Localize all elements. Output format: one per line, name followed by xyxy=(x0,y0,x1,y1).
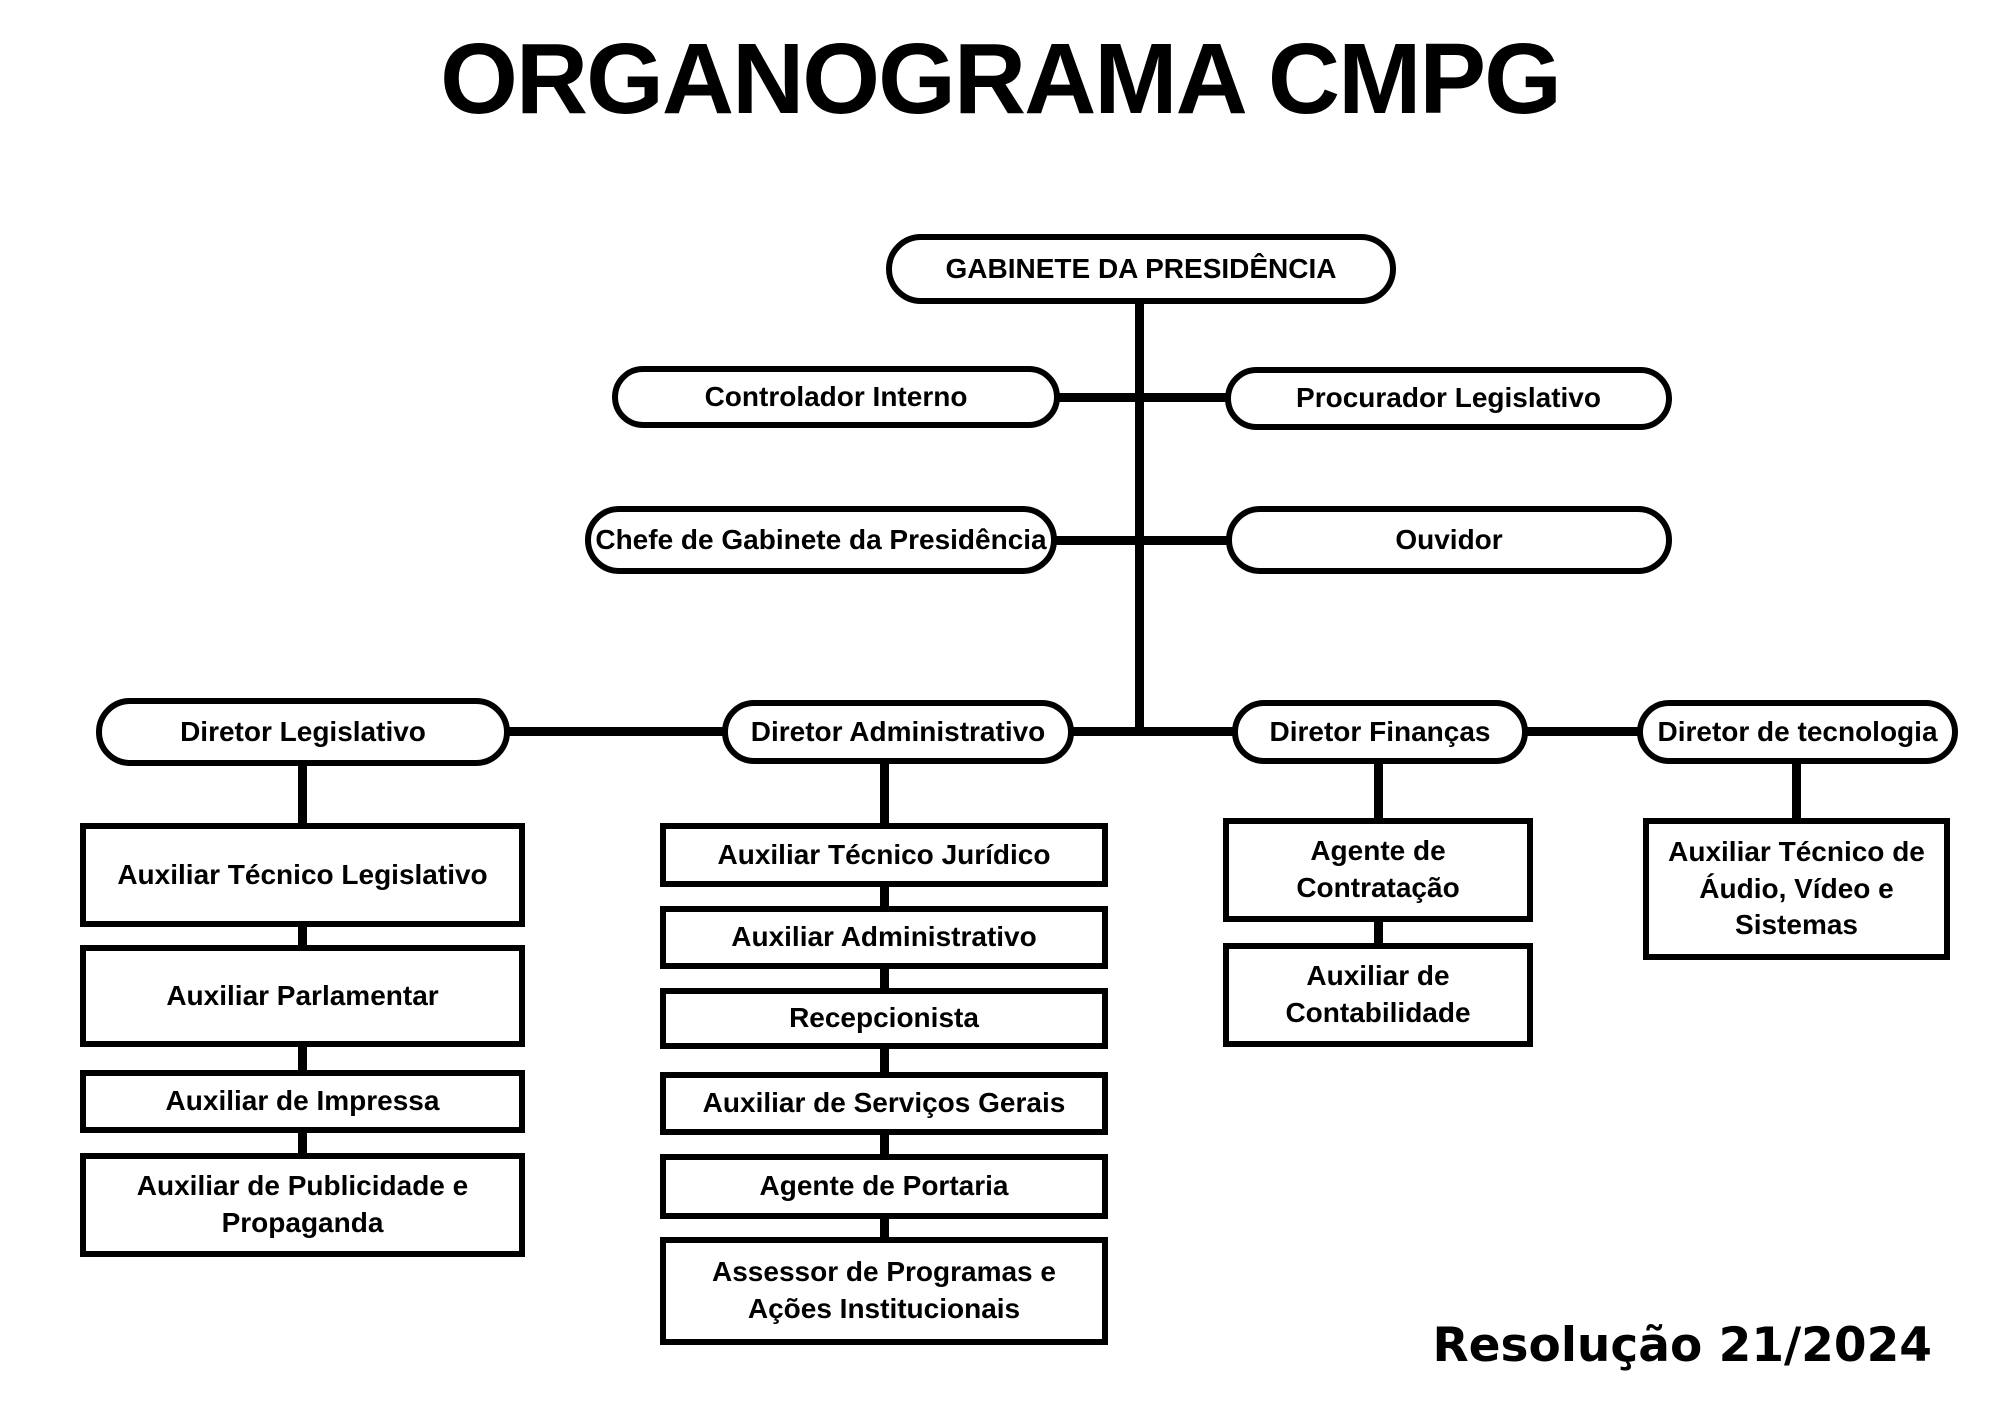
node-diretor-tecnologia: Diretor de tecnologia xyxy=(1637,700,1958,764)
node-auxiliar-tecnico-juridico: Auxiliar Técnico Jurídico xyxy=(660,823,1108,887)
connector-trunk-vertical xyxy=(1135,296,1144,736)
node-ouvidor: Ouvidor xyxy=(1226,506,1672,574)
connector-staff-row1-horizontal xyxy=(1050,393,1235,402)
node-controlador-interno: Controlador Interno xyxy=(612,366,1060,428)
node-auxiliar-administrativo: Auxiliar Administrativo xyxy=(660,906,1108,969)
node-auxiliar-de-impressa: Auxiliar de Impressa xyxy=(80,1070,525,1133)
node-diretor-financas: Diretor Finanças xyxy=(1232,700,1528,764)
node-agente-de-contratacao: Agente de Contratação xyxy=(1223,818,1533,922)
node-diretor-legislativo: Diretor Legislativo xyxy=(96,698,510,766)
connector-staff-row2-horizontal xyxy=(1050,536,1235,545)
node-auxiliar-tecnico-legislativo: Auxiliar Técnico Legislativo xyxy=(80,823,525,927)
resolution-label: Resolução 21/2024 xyxy=(1432,1318,1932,1373)
node-assessor-programas-acoes: Assessor de Programas e Ações Institucionais xyxy=(660,1237,1108,1345)
node-recepcionista: Recepcionista xyxy=(660,988,1108,1049)
page-title xyxy=(0,22,2000,137)
node-auxiliar-servicos-gerais: Auxiliar de Serviços Gerais xyxy=(660,1072,1108,1135)
connector-tecnologia-column-vertical xyxy=(1792,756,1801,826)
node-gabinete-presidencia: GABINETE DA PRESIDÊNCIA xyxy=(886,234,1396,304)
page-title-text: ORGANOGRAMA CMPG xyxy=(440,23,1560,135)
node-auxiliar-parlamentar: Auxiliar Parlamentar xyxy=(80,945,525,1047)
node-procurador-legislativo: Procurador Legislativo xyxy=(1225,367,1672,430)
node-chefe-gabinete-presidencia: Chefe de Gabinete da Presidência xyxy=(585,506,1057,574)
node-auxiliar-tecnico-audio-video-sistemas: Auxiliar Técnico de Áudio, Vídeo e Sistemas xyxy=(1643,818,1950,960)
node-auxiliar-de-contabilidade: Auxiliar de Contabilidade xyxy=(1223,943,1533,1047)
node-auxiliar-publicidade-propaganda: Auxiliar de Publicidade e Propaganda xyxy=(80,1153,525,1257)
node-agente-de-portaria: Agente de Portaria xyxy=(660,1154,1108,1219)
node-diretor-administrativo: Diretor Administrativo xyxy=(722,700,1074,764)
